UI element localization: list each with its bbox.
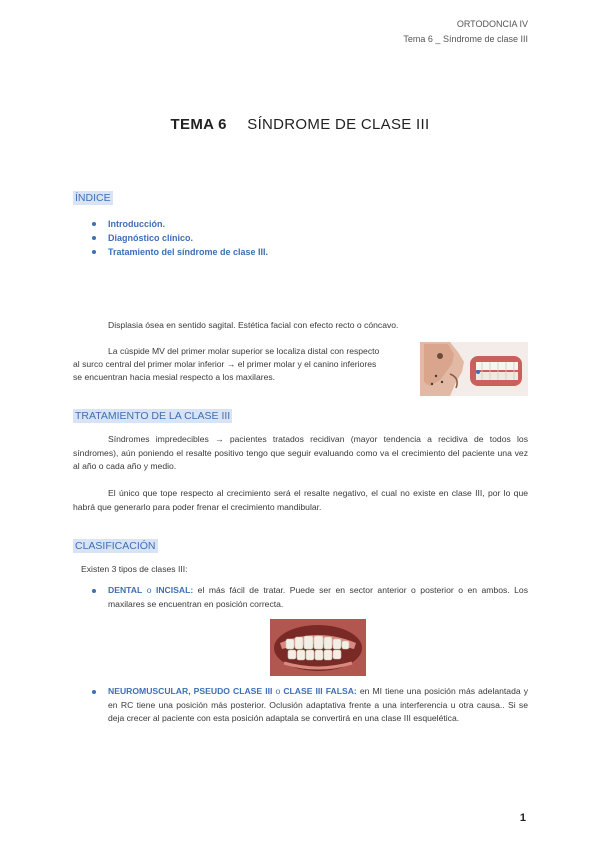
header-course: ORTODONCIA IV <box>456 19 528 29</box>
bullet-icon <box>92 589 96 593</box>
title-number: TEMA 6 <box>170 116 227 133</box>
dental-label: DENTAL <box>108 585 143 595</box>
page-number: 1 <box>519 812 526 824</box>
classification-intro: Existen 3 tipos de clases III: <box>81 564 188 574</box>
treatment-paragraph-1: Síndromes impredecibles → pacientes tratados recidivan (mayor tendencia a recidiva de todos los síndromes), aún poniendo el resalte positivo tengo que seguir evaluando como va el crecimiento del paciente una vez al año o cada año y medio. <box>73 434 528 471</box>
intro-paragraph-2-line2: al surco central del primer molar inferior → el primer molar y el canino inferiores <box>73 359 377 369</box>
treatment-paragraph-2: El único que tope respecto al crecimiento será el resalte negativo, el cual no existe en clase III, por lo que habrá que generarlo para poder frenar el crecimiento mandibular. <box>73 488 528 512</box>
index-heading: ÍNDICE <box>75 192 111 204</box>
page-title <box>0 116 600 133</box>
classification-item-dental <box>92 584 528 611</box>
title-name: SÍNDROME DE CLASE III <box>247 116 430 133</box>
neuromuscular-label: NEUROMUSCULAR, PSEUDO CLASE III <box>108 686 273 696</box>
dental-photo <box>270 619 366 676</box>
neuromuscular-description: en MI tiene una posición más adelantada y en RC tiene una posición más posterior. Oclusión adaptativa frente a una interferencia u otra causa.. Si se deja crecer al paciente con esta posición adaptala se convertirá en una clase III esquelética. <box>108 686 528 723</box>
classification-item-neuromuscular <box>92 685 528 726</box>
index-item[interactable]: Tratamiento del síndrome de clase III. <box>92 245 268 259</box>
dental-description: el más fácil de tratar. Puede ser en sector anterior o posterior o en ambos. Los maxilares se encuentran en posición correcta. <box>108 585 528 609</box>
classification-heading: CLASIFICACIÓN <box>75 540 156 552</box>
index-item[interactable]: Diagnóstico clínico. <box>92 231 268 245</box>
false-class-label: CLASE III FALSA: <box>283 686 357 696</box>
index-item[interactable]: Introducción. <box>92 217 268 231</box>
face-profile-image <box>420 342 528 396</box>
intro-paragraph-2-line3: se encuentran hacia mesial respecto a los maxilares. <box>73 372 276 382</box>
index-list <box>92 217 268 259</box>
header-topic: Tema 6 _ Síndrome de clase III <box>403 34 528 44</box>
intro-paragraph-1: Displasia ósea en sentido sagital. Estética facial con efecto recto o cóncavo. <box>108 320 399 330</box>
neuromuscular-or: o <box>272 686 284 696</box>
dental-or: o <box>142 585 156 595</box>
treatment-heading: TRATAMIENTO DE LA CLASE III <box>75 410 231 422</box>
incisal-label: INCISAL: <box>155 585 194 595</box>
bullet-icon <box>92 690 96 694</box>
intro-paragraph-2-line1: La cúspide MV del primer molar superior se localiza distal con respecto <box>108 346 380 356</box>
